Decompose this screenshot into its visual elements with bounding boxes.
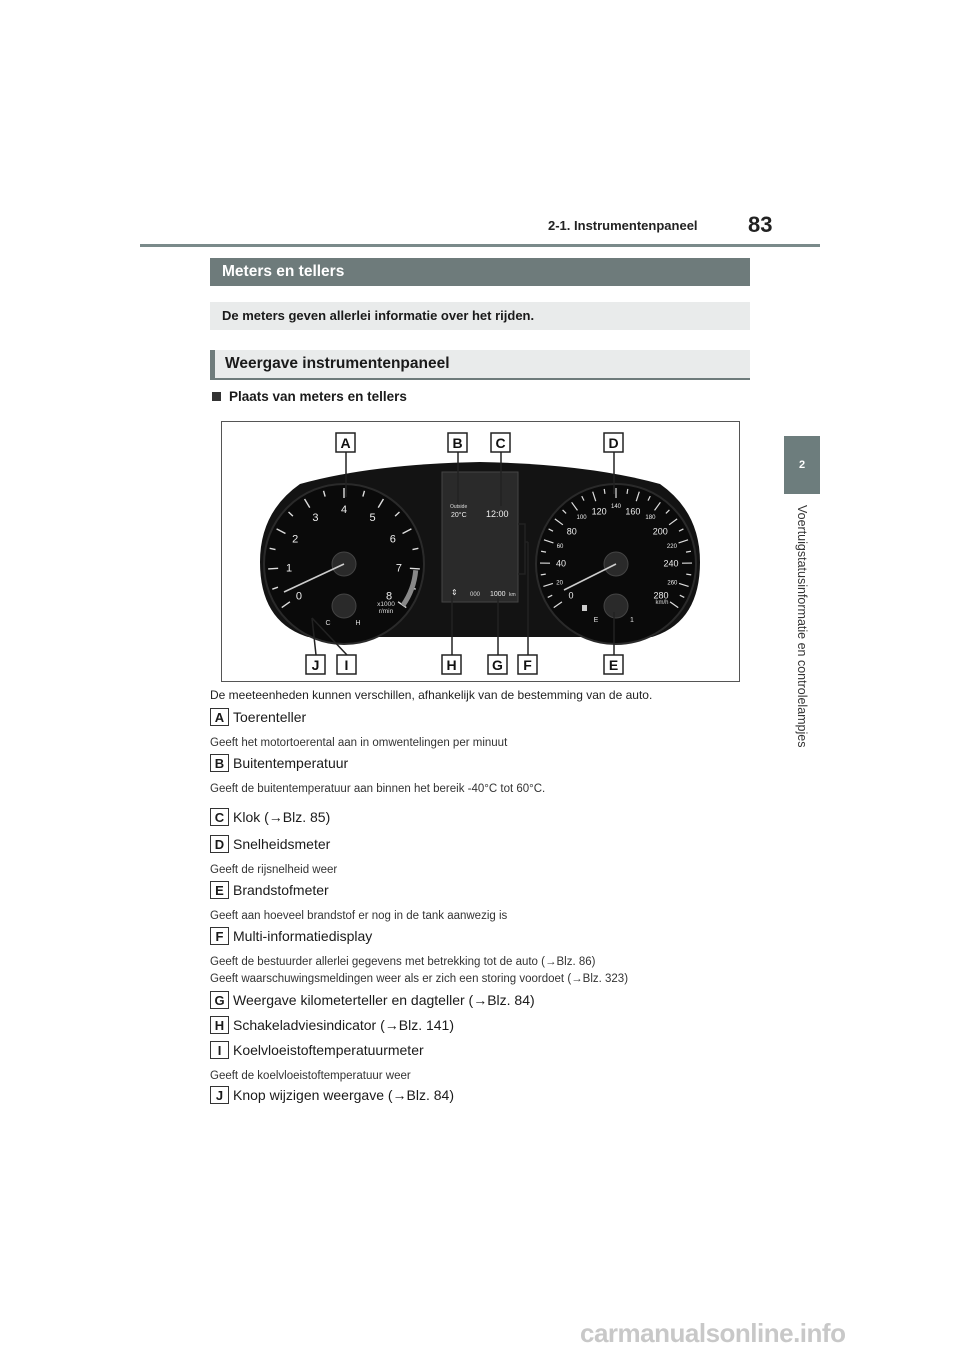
chapter-side-title <box>768 505 838 785</box>
tach-number: 7 <box>395 562 402 575</box>
tach-unit-top: x1000 <box>377 601 395 608</box>
legend-title: Multi-informatiedisplay <box>233 928 373 944</box>
legend-item-h <box>210 1016 454 1034</box>
legend-letter: D <box>210 835 229 853</box>
speed-tick <box>541 574 546 575</box>
legend-letter: J <box>210 1086 229 1104</box>
speed-number: 80 <box>566 526 577 537</box>
legend-title: Knop wijzigen weergave (→Blz. 84) <box>233 1087 454 1103</box>
header-section-title: 2-1. Instrumentenpaneel <box>548 218 698 233</box>
chapter-title-text: Voertuigstatusinformatie en controlelampjes <box>795 505 809 748</box>
bullet-square-icon <box>212 392 221 401</box>
legend-letter: E <box>210 881 229 899</box>
tach-number: 4 <box>340 504 348 516</box>
legend-title: Toerenteller <box>233 709 307 725</box>
speed-number: 0 <box>568 590 574 601</box>
legend-letter: F <box>210 927 229 945</box>
legend-desc: Geeft aan hoeveel brandstof er nog in de tank aanwezig is <box>210 910 508 923</box>
legend-desc-line: Geeft waarschuwingsmeldingen weer als er zich een storing voordoet (→Blz. 323) <box>210 973 629 986</box>
speedometer <box>536 484 696 644</box>
speed-tick <box>541 551 546 552</box>
legend-desc: Geeft de koelvloeistoftemperatuur weer <box>210 1070 411 1083</box>
callout-a: A <box>340 435 351 451</box>
instrument-cluster-illustration <box>222 422 739 681</box>
tach-number: 1 <box>286 562 293 575</box>
legend-item-g <box>210 991 535 1009</box>
chapter-number: 2 <box>798 459 806 471</box>
legend-desc-line: Geeft de bestuurder allerlei gegevens met betrekking tot de auto (→Blz. 86) <box>210 956 596 969</box>
temp-h-label: H <box>355 620 361 627</box>
legend-letter: C <box>210 808 229 826</box>
callout-h: H <box>446 657 457 673</box>
legend-title: Snelheidsmeter <box>233 836 331 852</box>
speed-number: 200 <box>652 526 668 537</box>
callout-g: G <box>492 657 503 673</box>
speed-tick <box>686 574 691 575</box>
outside-label: Outside <box>450 504 468 510</box>
speed-number: 260 <box>667 580 678 587</box>
fuel-pump-icon <box>582 605 587 611</box>
legend-letter: I <box>210 1041 229 1059</box>
legend-letter: A <box>210 708 229 726</box>
speed-number: 40 <box>555 558 567 569</box>
tach-number: 8 <box>385 590 393 603</box>
legend-item-j <box>210 1086 454 1104</box>
callout-c: C <box>495 435 506 451</box>
legend-title: Koelvloeistoftemperatuurmeter <box>233 1042 424 1058</box>
bullet-heading <box>210 389 407 404</box>
speed-number: 180 <box>645 515 656 522</box>
callout-i: I <box>344 657 349 673</box>
speed-tick <box>604 489 605 494</box>
callout-d: D <box>608 435 619 451</box>
watermark: carmanualsonline.info <box>580 1318 846 1348</box>
header-rule <box>140 244 820 247</box>
legend-title: Brandstofmeter <box>233 882 329 898</box>
legend-item-b <box>210 754 545 798</box>
temp-c-label: C <box>325 620 331 627</box>
units-note: De meeteenheden kunnen verschillen, afhankelijk van de bestemming van de auto. <box>210 688 653 702</box>
legend-desc: Geeft de buitentemperatuur aan binnen het bereik -40°C tot 60°C. <box>210 783 546 796</box>
odometer-unit: km <box>509 592 516 598</box>
legend-letter: B <box>210 754 229 772</box>
subheading: Weergave instrumentenpaneel <box>210 350 750 380</box>
tach-tick <box>268 568 278 569</box>
legend-desc: Geeft het motortoerental aan in omwentelingen per minuut <box>210 737 508 750</box>
legend-title: Klok (→Blz. 85) <box>233 809 331 825</box>
tach-unit-bottom: r/min <box>378 608 394 615</box>
speed-number: 20 <box>556 580 563 587</box>
bullet-heading-text: Plaats van meters en tellers <box>229 389 407 404</box>
fuel-full-label: 1 <box>630 617 634 624</box>
shift-indicator-icon: ⇕ <box>451 588 458 597</box>
tach-number: 6 <box>389 533 396 546</box>
speed-number: 240 <box>663 558 679 569</box>
tach-number: 0 <box>295 590 303 603</box>
legend-title: Weergave kilometerteller en dagteller (→Blz. 84) <box>233 992 535 1008</box>
clock-display: 12:00 <box>486 509 509 519</box>
callout-e: E <box>608 657 619 673</box>
callout-f: F <box>523 657 532 673</box>
speed-number: 280 <box>653 590 669 601</box>
tach-tick <box>410 568 420 569</box>
speed-number: 100 <box>576 515 587 522</box>
instrument-cluster-figure <box>221 421 740 682</box>
speed-number: 60 <box>556 544 564 551</box>
speed-number: 140 <box>610 504 622 510</box>
legend-item-d <box>210 835 337 879</box>
odometer-display: 1000 <box>490 591 506 598</box>
legend-desc: Geeft de rijsnelheid weer <box>210 864 338 877</box>
legend-letter: G <box>210 991 229 1009</box>
outside-temperature: 20°C <box>451 512 467 519</box>
legend-item-e <box>210 881 507 925</box>
callout-b: B <box>452 435 463 451</box>
fuel-empty-label: E <box>593 617 599 624</box>
tach-number: 5 <box>369 511 376 524</box>
chapter-tab <box>784 436 820 494</box>
tach-number: 2 <box>292 533 299 546</box>
callout-j: J <box>311 657 320 673</box>
speed-unit: km/h <box>655 600 669 606</box>
trip-display: 000 <box>470 592 481 598</box>
legend-item-i <box>210 1041 424 1085</box>
speed-tick <box>686 551 691 552</box>
tachometer <box>264 484 424 644</box>
speed-number: 120 <box>591 506 607 517</box>
legend-item-a <box>210 708 507 752</box>
legend-item-c <box>210 808 330 826</box>
page-number: 83 <box>748 212 773 237</box>
legend-title: Buitentemperatuur <box>233 755 349 771</box>
speed-number: 160 <box>625 506 641 517</box>
legend-title: Schakeladviesindicator (→Blz. 141) <box>233 1017 454 1033</box>
intro-box: De meters geven allerlei informatie over het rijden. <box>210 302 750 330</box>
legend-desc <box>210 954 628 988</box>
tach-number: 3 <box>312 511 319 524</box>
speed-number: 220 <box>666 544 677 551</box>
section-title: Meters en tellers <box>210 258 750 286</box>
speed-tick <box>627 489 628 494</box>
multi-information-display <box>442 472 518 602</box>
legend-item-f <box>210 927 628 988</box>
legend-letter: H <box>210 1016 229 1034</box>
